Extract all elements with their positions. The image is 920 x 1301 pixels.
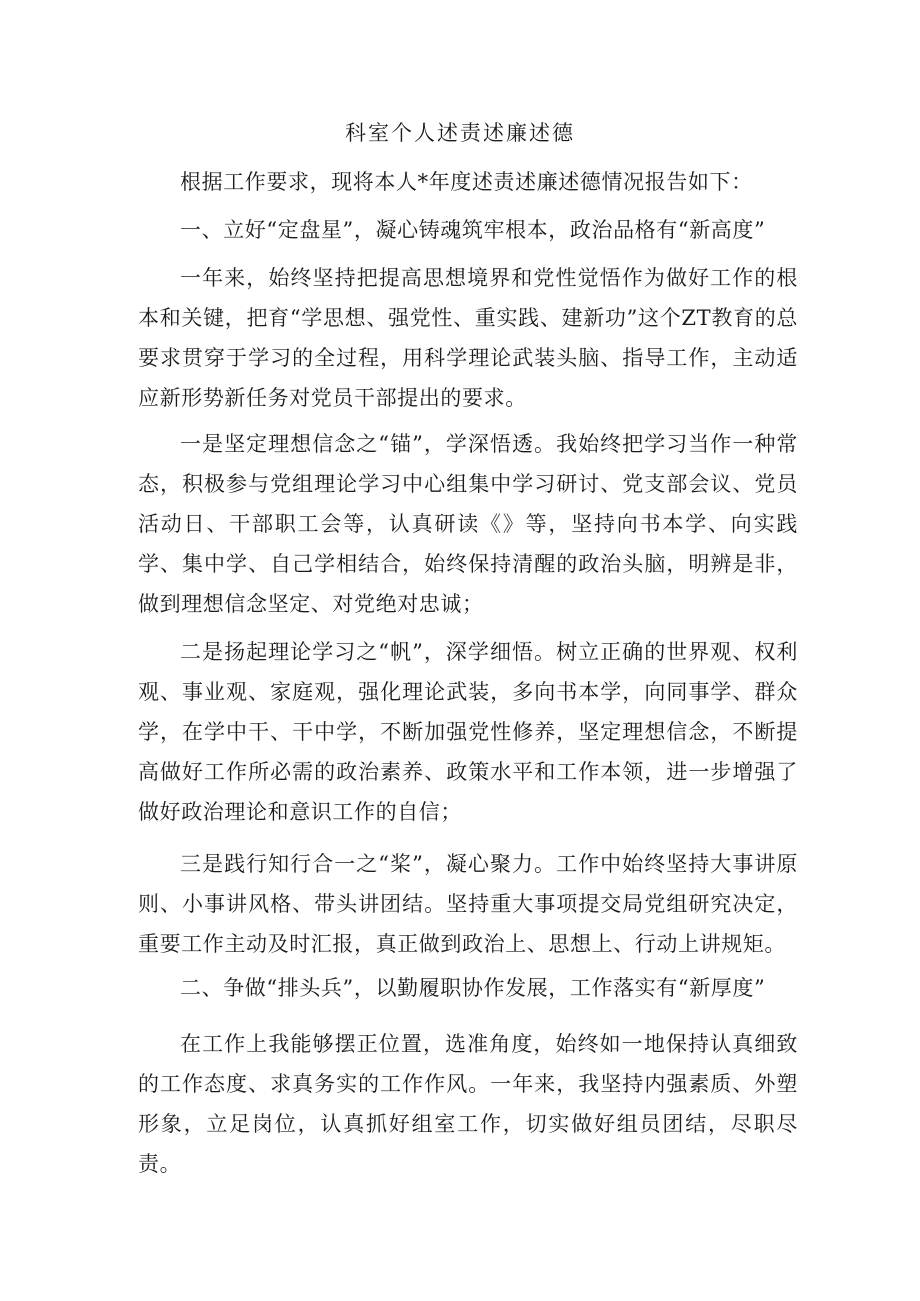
document-title: 科室个人述责述廉述德 <box>345 121 575 145</box>
section-1-paragraph-1: 一年来，始终坚持把提高思想境界和党性觉悟作为做好工作的根本和关键，把育“学思想、强党性、重实践、建新功”这个ZT教育的总要求贯穿于学习的全过程，用科学理论武装头脑、指导工作，主动适应新形势新任务对党员干部提出的要求。 <box>138 266 798 410</box>
section-2-heading: 二、争做“排头兵”，以勤履职协作发展，工作落实有“新厚度” <box>180 976 766 1000</box>
section-1-paragraph-2: 一是坚定理想信念之“锚”，学深悟透。我始终把学习当作一种常态，积极参与党组理论学习中心组集中学习研讨、党支部会议、党员活动日、干部职工会等，认真研读《》等，坚持向书本学、向实践学、集中学、自己学相结合，始终保持清醒的政治头脑，明辨是非，做到理想信念坚定、对党绝对忠诚； <box>138 432 798 616</box>
intro-paragraph: 根据工作要求，现将本人*年度述责述廉述德情况报告如下： <box>180 170 753 194</box>
section-1-paragraph-4: 三是践行知行合一之“桨”，凝心聚力。工作中始终坚持大事讲原则、小事讲风格、带头讲团结。坚持重大事项提交局党组研究决定，重要工作主动及时汇报，真正做到政治上、思想上、行动上讲规矩。 <box>138 852 798 956</box>
section-1-paragraph-3: 二是扬起理论学习之“帆”，深学细悟。树立正确的世界观、权利观、事业观、家庭观，强化理论武装，多向书本学，向同事学、群众学，在学中干、干中学，不断加强党性修养，坚定理想信念，不断提高做好工作所必需的政治素养、政策水平和工作本领，进一步增强了做好政治理论和意识工作的自信； <box>138 640 798 824</box>
section-1-heading: 一、立好“定盘星”，凝心铸魂筑牢根本，政治品格有“新高度” <box>180 218 766 242</box>
section-2-paragraph-1: 在工作上我能够摆正位置，选准角度，始终如一地保持认真细致的工作态度、求真务实的工作作风。一年来，我坚持内强素质、外塑形象，立足岗位，认真抓好组室工作，切实做好组员团结，尽职尽责。 <box>138 1032 798 1176</box>
